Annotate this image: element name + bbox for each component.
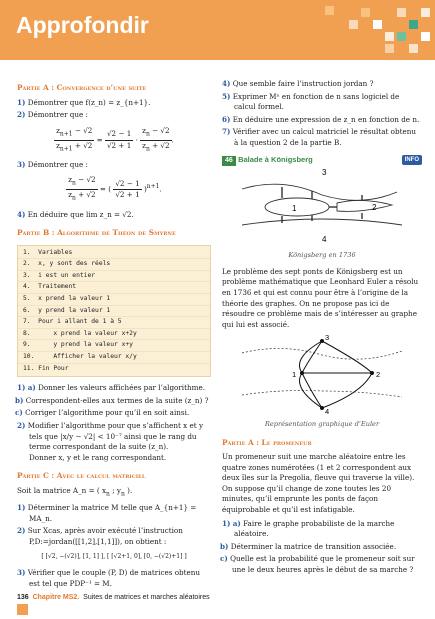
matrix-intro: Soit la matrice A_n = ( $x_n$ ; $y_n$ ).	[17, 485, 133, 498]
algo-line: 10. Afficher la valeur x/y	[18, 352, 210, 364]
algo-line: 6. y prend la valeur 1	[18, 306, 210, 318]
node-label: 1	[292, 370, 297, 380]
exercise-number: 46	[222, 156, 236, 167]
exercise-text: Le problème des sept ponts de Königsberg est un problème mathématique que Leonhard Euler a résolu en 1736 et qui est connu pour être à l’origine de la théorie des graphes. On ne propose pas ici de résoudre ce problème mais de s’intéresser au graphe qui lui est associé.	[222, 266, 419, 329]
info-badge: INFO	[402, 155, 422, 166]
konigsberg-map	[222, 167, 422, 247]
algo-line: 8. x prend la valeur x+2y	[18, 329, 210, 341]
footer-marker	[17, 604, 28, 615]
section-title: Partie C : Avec le calcul matriciel	[17, 471, 146, 481]
node-label: 2	[376, 370, 381, 380]
question: 4) Que semble faire l’instruction jordan ?	[222, 79, 374, 88]
question: 1) Déterminer la matrice M telle que A_{n+1} = MA_n.	[17, 503, 197, 523]
figure-caption: Königsberg en 1736	[288, 251, 356, 260]
section-title: Partie A : Convergence d’une suite	[17, 83, 147, 92]
question: 3) Vérifier que le couple (P, D) de matrices obtenu est tel que PDP⁻¹ = M.	[17, 567, 201, 588]
equation: $\frac{z_n - √2}{z_n + √2}$ = ( $\frac{√2 - 1}{√2 + 1}$ )$^{n+1}$.	[68, 175, 162, 202]
zone-label: 2	[372, 202, 377, 212]
footer-text: 136 Chapitre MS2. Suites de matrices et marches aléatoires	[17, 594, 210, 601]
chapter-header	[0, 0, 435, 60]
section-text: Un promeneur suit une marche aléatoire entre les quatre zones numérotées (1 et 2 correspondent aux deux îles sur la Pregolia, fleuve qui traverse la ville). On suppose qu’il change de zone toutes les 20 minutes, qu’il emprunte les ponts de façon équiprobable et qu’il est infatigable.	[222, 452, 415, 515]
question: b) Déterminer la matrice de transition associée.	[220, 541, 397, 551]
exercise-header	[222, 155, 422, 167]
question: 1) a) Donner les valeurs affichées par l’algorithme.	[17, 383, 205, 393]
algorithm-box	[17, 245, 211, 378]
node-label: 4	[325, 407, 330, 416]
zone-label: 1	[292, 203, 297, 213]
exercise-title: Balade à Königsberg	[238, 154, 313, 164]
algo-line: 9. y prend la valeur x+y	[18, 340, 210, 352]
equation: $\frac{z_{n+1} - √2}{z_{n+1} + √2}$ = $\frac{√2 - 1}{√2 + 1}$ · $\frac{z_n - √2}{z_n + √2}$ .	[56, 125, 174, 153]
question: 7) Vérifier avec un calcul matriciel le résultat obtenu à la question 2 de la partie B.	[222, 127, 416, 147]
node-label: 3	[325, 333, 330, 343]
algo-line: 7. Pour i allant de 1 à 5	[18, 317, 210, 329]
zone-label: 4	[322, 234, 327, 244]
question: 4) En déduire que lim z_n = √2.	[17, 209, 134, 219]
page-footer	[0, 594, 435, 619]
left-column	[17, 79, 211, 591]
right-column	[222, 79, 422, 578]
question: 5) Exprimer Mⁿ en fonction de n sans logiciel de calcul formel.	[222, 91, 400, 112]
question: 3) Démontrer que :	[17, 159, 88, 169]
algo-line: 3. i est un entier	[18, 271, 210, 283]
algo-line: 4. Traitement	[18, 282, 210, 294]
algo-line: 11. Fin Pour	[23, 364, 69, 372]
question: c) Corriger l’algorithme pour qu’il en soit ainsi.	[15, 408, 190, 418]
algo-line: 1. Variables	[18, 248, 210, 260]
question: 2) Démontrer que :	[17, 110, 88, 120]
question: 1) Démontrer que f(z_n) = z_{n+1}.	[17, 97, 151, 107]
zone-label: 3	[322, 167, 327, 177]
decorative-squares	[265, 0, 435, 60]
question: 1) a) Faire le graphe probabiliste de la marche aléatoire.	[222, 518, 395, 539]
section-title: Partie A : Le promeneur	[222, 437, 312, 447]
xcas-output: [ [√2, −(√2)], [1, 1] ], [ [√2+1, 0], [0, −(√2)+1] ]	[41, 553, 187, 561]
question: c) Quelle est la probabilité que le promeneur soit sur une le deux heures après le début de sa marche ?	[220, 554, 415, 575]
algo-line: 5. x prend la valeur 1	[18, 294, 210, 306]
euler-graph	[222, 333, 422, 415]
section-title: Partie B : Algorithme de Théon de Smyrne	[17, 228, 176, 238]
figure-caption: Représentation graphique d’Euler	[264, 419, 380, 428]
algo-line: 2. x, y sont des réels	[18, 259, 210, 271]
question: 2) Modifier l’algorithme pour que s’affichent x et y tels que |x/y − √2| < 10⁻⁷ ainsi que le rang du terme correspondant de la suite (z_n). Donner x, y et le rang correspondant.	[17, 421, 204, 462]
question: 2) Sur Xcas, après avoir exécuté l’instruction P,D:=jordan([[1,2],[1,1]]), on obtient :	[17, 526, 183, 546]
question: 6) En déduire une expression de z_n en fonction de n.	[222, 114, 420, 124]
page-title: Approfondir	[16, 12, 149, 38]
question: b) Correspondent-elles aux termes de la suite (z_n) ?	[15, 395, 209, 405]
